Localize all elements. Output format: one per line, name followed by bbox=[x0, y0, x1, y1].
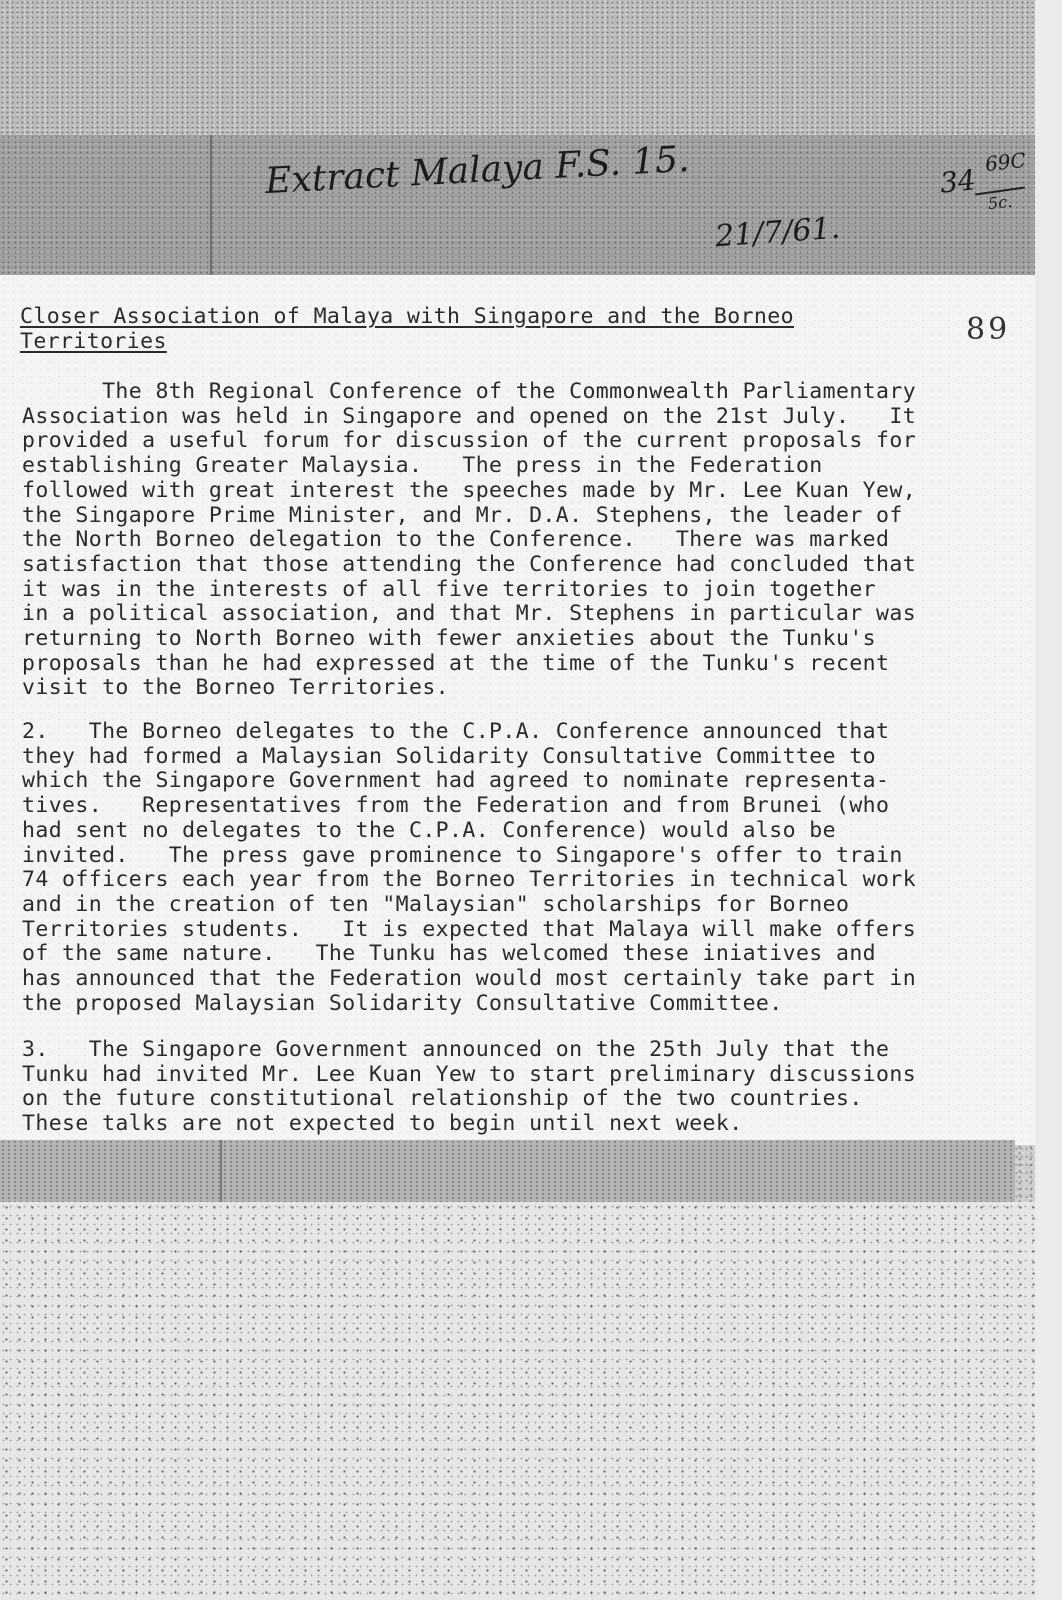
slip-divider bbox=[210, 135, 212, 275]
page-right-edge bbox=[1035, 0, 1062, 1600]
paragraph-line: satisfaction that those attending the Conference had concluded that bbox=[22, 551, 917, 577]
photocopy-background-top bbox=[0, 0, 1062, 135]
paragraph-line: in a political association, and that Mr. Stephens in particular was bbox=[22, 601, 917, 627]
paragraph-line: tives. Representatives from the Federation and from Brunei (who bbox=[22, 793, 890, 819]
document-heading bbox=[20, 305, 900, 354]
paragraph-line: Association was held in Singapore and opened on the 21st July. It bbox=[22, 403, 917, 429]
paragraph-line: which the Singapore Government had agreed to nominate representa- bbox=[22, 768, 890, 794]
handwritten-folio-ref: 34 bbox=[938, 163, 978, 200]
paragraph-line: establishing Greater Malaysia. The press in the Federation bbox=[22, 453, 823, 479]
paragraph-line: invited. The press gave prominence to Singapore's offer to train bbox=[22, 842, 903, 868]
paragraph-line: 2. The Borneo delegates to the C.P.A. Conference announced that bbox=[22, 719, 890, 744]
paragraph-line: Tunku had invited Mr. Lee Kuan Yew to start preliminary discussions bbox=[22, 1061, 917, 1087]
paragraph-3 bbox=[22, 1038, 1022, 1137]
paragraph-line: had sent no delegates to the C.P.A. Conference) would also be bbox=[22, 817, 836, 843]
paragraph-line: of the same nature. The Tunku has welcomed these iniatives and bbox=[22, 941, 877, 967]
paragraph-line: has announced that the Federation would most certainly take part in bbox=[22, 966, 917, 992]
paragraph-line: the North Borneo delegation to the Conference. There was marked bbox=[22, 527, 890, 553]
paragraph-line: they had formed a Malaysian Solidarity Consultative Committee to bbox=[22, 743, 877, 769]
handwritten-folio-bottom: 5c. bbox=[987, 191, 1014, 214]
paragraph-line: provided a useful forum for discussion of the current proposals for bbox=[22, 428, 917, 454]
paragraph-line: and in the creation of ten "Malaysian" scholarships for Borneo bbox=[22, 891, 850, 917]
paragraph-line: returning to North Borneo with fewer anxieties about the Tunku's bbox=[22, 626, 877, 652]
paragraph-line: These talks are not expected to begin until next week. bbox=[22, 1111, 743, 1137]
heading-line-1: Closer Association of Malaya with Singapore and the Borneo bbox=[20, 304, 794, 329]
photocopy-background-bottom bbox=[0, 1202, 1062, 1600]
handwritten-extract-note: Extract Malaya F.S. 15. bbox=[264, 138, 691, 203]
page-number: 89 bbox=[966, 312, 1011, 347]
paragraph-line: it was in the interests of all five territories to join together bbox=[22, 576, 877, 602]
bottom-photocopy-strip bbox=[0, 1140, 1015, 1202]
paragraph-1 bbox=[22, 380, 1022, 701]
handwritten-folio-top: 69C bbox=[983, 147, 1027, 177]
paragraph-line: the proposed Malaysian Solidarity Consultative Committee. bbox=[22, 990, 783, 1016]
paragraph-line: 74 officers each year from the Borneo Territories in technical work bbox=[22, 867, 917, 893]
paragraph-line: proposals than he had expressed at the time of the Tunku's recent bbox=[22, 650, 890, 676]
paragraph-line: on the future constitutional relationship of the two countries. bbox=[22, 1086, 863, 1112]
heading-line-2: Territories bbox=[20, 328, 167, 354]
handwritten-date: 21/7/61. bbox=[713, 210, 842, 255]
paragraph-2 bbox=[22, 720, 1022, 1016]
paragraph-line: Territories students. It is expected that Malaya will make offers bbox=[22, 916, 917, 942]
paragraph-line: followed with great interest the speeches made by Mr. Lee Kuan Yew, bbox=[22, 477, 917, 503]
paragraph-line: The 8th Regional Conference of the Commonwealth Parliamentary bbox=[22, 379, 917, 404]
bottom-strip-divider bbox=[220, 1140, 222, 1202]
paragraph-line: visit to the Borneo Territories. bbox=[22, 675, 450, 701]
paragraph-line: the Singapore Prime Minister, and Mr. D.A. Stephens, the leader of bbox=[22, 502, 903, 528]
paragraph-line: 3. The Singapore Government announced on the 25th July that the bbox=[22, 1037, 890, 1062]
